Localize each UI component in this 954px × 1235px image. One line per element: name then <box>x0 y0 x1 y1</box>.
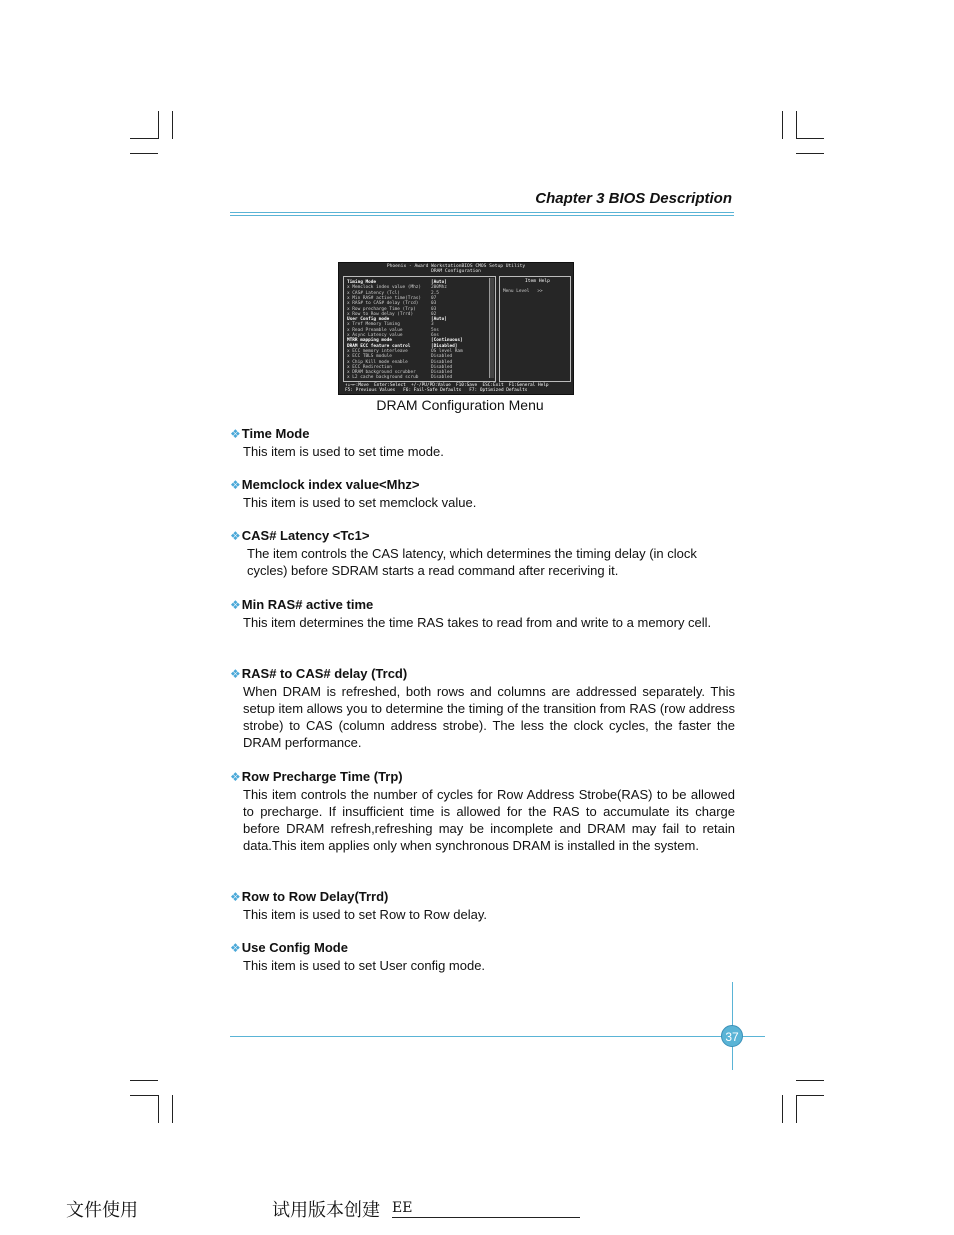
bios-item-value: OS level Ram <box>431 348 463 354</box>
section-body: The item controls the CAS latency, which determines the timing delay (in clock cycles) before SDRAM starts a read command after receriving it. <box>247 546 697 578</box>
section-title: Row to Row Delay(Trrd) <box>241 889 389 904</box>
diamond-bullet-icon: ❖ <box>230 667 241 681</box>
bios-menu-item <box>347 354 453 360</box>
diamond-bullet-icon: ❖ <box>230 770 241 784</box>
bios-menu-item <box>347 285 447 291</box>
section-ras-to-cas <box>230 665 735 751</box>
bios-item-label: x Async Latency value <box>347 333 403 338</box>
bios-item-value: [Continuous] <box>431 338 463 344</box>
bios-menu-item <box>347 306 437 312</box>
footer-rule <box>230 1036 765 1037</box>
section-row-precharge <box>230 768 735 854</box>
section-memclock <box>230 476 735 511</box>
crop-mark <box>158 1095 159 1123</box>
bios-item-label: x Min RAS# active time(Tras) <box>347 295 422 301</box>
section-row-to-row <box>230 888 735 923</box>
bios-item-value: 3 <box>431 322 434 328</box>
crop-mark <box>172 111 173 139</box>
bios-menu-item <box>347 301 437 307</box>
bios-item-label: MTRR mapping mode <box>347 338 392 344</box>
diamond-bullet-icon: ❖ <box>230 427 241 441</box>
crop-mark <box>796 153 824 154</box>
bios-item-value: [Disabled] <box>431 343 458 349</box>
section-cas-latency <box>230 527 735 579</box>
bios-menu-item <box>347 375 453 381</box>
header-rule <box>230 212 734 213</box>
bios-item-label: User Config mode <box>347 317 390 323</box>
bios-menu-item <box>347 290 439 296</box>
watermark-underline <box>392 1217 580 1218</box>
bios-item-label: DRAM ECC feature control <box>347 343 411 349</box>
bios-item-value: 5ns <box>431 327 439 333</box>
bios-item-value: 03 <box>431 306 437 312</box>
section-body: This item determines the time RAS takes to read from and write to a memory cell. <box>243 615 712 630</box>
diamond-bullet-icon: ❖ <box>230 478 241 492</box>
bios-item-label: x ECC TBLS module <box>347 354 392 360</box>
section-title: Row Precharge Time (Trp) <box>241 769 403 784</box>
bios-item-label: x DRAM background scrubber <box>347 370 416 376</box>
section-body: This item is used to set Row to Row delay. <box>243 907 487 922</box>
section-title: Use Config Mode <box>241 940 348 955</box>
bios-item-label: x Row precharge Time (Trp) <box>347 306 416 312</box>
section-title: Time Mode <box>241 426 310 441</box>
section-body: This item is used to set User config mode. <box>243 958 486 973</box>
bios-item-label: x L2 cache background scrub <box>347 375 419 381</box>
crop-mark <box>782 1095 783 1123</box>
chapter-header: Chapter 3 BIOS Description <box>535 190 732 207</box>
diamond-bullet-icon: ❖ <box>230 598 241 612</box>
bios-item-label: x Memclock index value (Mhz) <box>347 285 422 291</box>
crop-mark <box>782 111 783 139</box>
figure-caption: DRAM Configuration Menu <box>376 397 544 413</box>
bios-item-value: Disabled <box>431 364 453 370</box>
section-title: RAS# to CAS# delay (Trcd) <box>241 666 408 681</box>
bios-item-value: 02 <box>431 311 437 317</box>
bios-scrollbar <box>489 278 494 378</box>
bios-item-value: Disabled <box>431 359 453 365</box>
bios-item-value: Disabled <box>431 375 453 381</box>
bios-menu-item <box>347 327 439 333</box>
watermark-right: 试用版本创建 <box>272 1200 380 1221</box>
bios-menu-item <box>347 322 434 328</box>
diamond-bullet-icon: ❖ <box>230 529 241 543</box>
bios-item-label: x RAS# to CAS# delay (Trcd) <box>347 301 419 307</box>
section-title: Memclock index value<Mhz> <box>241 477 420 492</box>
crop-mark <box>172 1095 173 1123</box>
bios-item-value: 2.5 <box>431 290 439 296</box>
bios-item-value: [Auto] <box>431 280 447 285</box>
bios-help-title: Item Help <box>525 279 550 284</box>
crop-mark <box>796 1095 824 1096</box>
crop-mark <box>130 138 158 139</box>
crop-mark <box>796 111 797 139</box>
bios-item-value: 07 <box>431 295 437 301</box>
bios-title: Phoenix - Award WorkstationBIOS CMOS Setup Utility DRAM Configuration <box>386 264 526 275</box>
section-title: Min RAS# active time <box>241 597 374 612</box>
bios-item-value: 03 <box>431 301 437 307</box>
section-user-config <box>230 939 735 974</box>
section-time-mode <box>230 425 735 460</box>
header-rule <box>230 215 734 216</box>
bios-item-label: x Row to Row delay (Trrd) <box>347 311 414 317</box>
watermark-left: 文件使用 <box>66 1200 138 1221</box>
section-min-ras <box>230 596 735 631</box>
page-number: 37 <box>721 1025 743 1047</box>
section-body: This item is used to set time mode. <box>243 444 444 459</box>
bios-item-value: [Auto] <box>431 317 447 323</box>
diamond-bullet-icon: ❖ <box>230 941 241 955</box>
section-body: This item is used to set memclock value. <box>243 495 477 510</box>
bios-screenshot <box>338 262 574 395</box>
crop-mark <box>158 111 159 139</box>
bios-item-value: 6ns <box>431 333 439 338</box>
bios-item-value: 200Mhz <box>431 285 447 291</box>
bios-item-label: Timing Mode <box>347 280 377 285</box>
section-body: When DRAM is refreshed, both rows and columns are addressed separately. This setup item allows you to determine the timing of the transition from RAS (row address strobe) to CAS (column address strobe). The less the clock cycles, the faster the DRAM performance. <box>243 684 735 750</box>
bios-menu-item <box>347 343 458 349</box>
bios-footer-keys: ↑↓→←:Move Enter:Select +/-/PU/PD:Value F10:Save ESC:Exit F1:General Help <box>345 383 549 388</box>
bios-item-value: Disabled <box>431 370 453 376</box>
bios-item-value: Disabled <box>431 354 453 360</box>
bios-item-label: x Tref Memory Timing <box>347 322 400 328</box>
bios-menu-item <box>347 359 453 365</box>
crop-mark <box>130 153 158 154</box>
crop-mark <box>130 1095 158 1096</box>
crop-mark <box>796 138 824 139</box>
bios-item-label: x ECC Redirection <box>347 364 392 370</box>
section-title: CAS# Latency <Tc1> <box>241 528 370 543</box>
crop-mark <box>130 1080 158 1081</box>
bios-item-label: x CAS# Latency (Tcl) <box>347 290 400 296</box>
bios-item-label: x Chip Kill mode enable <box>347 359 408 365</box>
bios-help-text: Menu Level >> <box>503 289 543 294</box>
crop-mark <box>796 1095 797 1123</box>
crop-mark <box>796 1080 824 1081</box>
watermark-suffix: EE <box>392 1200 413 1216</box>
bios-footer-defaults: F5: Previous Values F6: Fail-Safe Defaults F7: Optimized Defaults <box>345 388 528 393</box>
bios-item-label: x Read Preamble value <box>347 327 403 333</box>
bios-menu-item <box>347 338 463 344</box>
section-body: This item controls the number of cycles for Row Address Strobe(RAS) to be allowed to precharge. If insufficient time is allowed for the RAS to accumulate its charge before DRAM refresh,refreshing may be incomplete and DRAM may fail to retain data.This item applies only when synchronous DRAM is installed in the system. <box>243 787 735 853</box>
bios-item-label: x ECC memory interleave <box>347 348 408 354</box>
diamond-bullet-icon: ❖ <box>230 890 241 904</box>
